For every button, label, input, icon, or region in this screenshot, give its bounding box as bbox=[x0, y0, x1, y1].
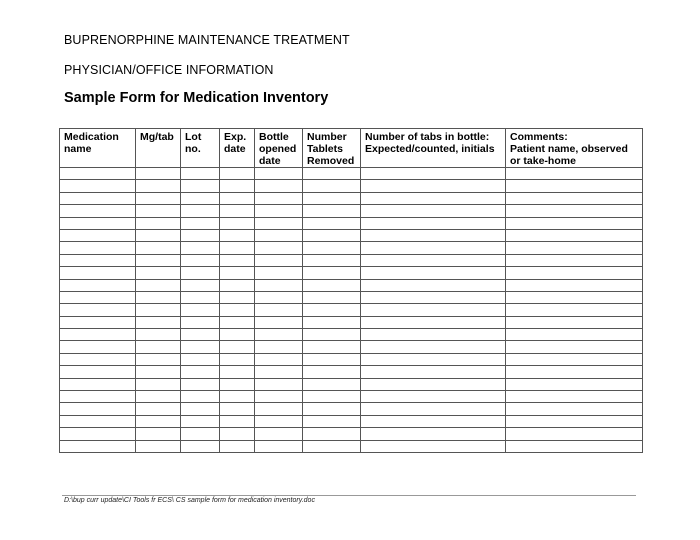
table-row bbox=[60, 192, 643, 204]
table-cell[interactable] bbox=[181, 267, 220, 279]
table-row bbox=[60, 403, 643, 415]
table-cell[interactable] bbox=[361, 403, 506, 415]
table-cell[interactable] bbox=[361, 316, 506, 328]
table-row bbox=[60, 341, 643, 353]
table-cell[interactable] bbox=[136, 267, 181, 279]
table-cell[interactable] bbox=[181, 291, 220, 303]
table-cell[interactable] bbox=[136, 242, 181, 254]
table-cell[interactable] bbox=[303, 180, 361, 192]
table-cell[interactable] bbox=[361, 192, 506, 204]
table-row bbox=[60, 180, 643, 192]
table-cell[interactable] bbox=[361, 378, 506, 390]
table-cell[interactable] bbox=[506, 267, 643, 279]
table-cell[interactable] bbox=[136, 353, 181, 365]
table-cell[interactable] bbox=[136, 229, 181, 241]
table-cell[interactable] bbox=[60, 366, 136, 378]
table-cell[interactable] bbox=[181, 205, 220, 217]
col-header-mg-tab: Mg/tab bbox=[136, 129, 181, 168]
table-cell[interactable] bbox=[255, 391, 303, 403]
table-cell[interactable] bbox=[60, 242, 136, 254]
table-cell[interactable] bbox=[303, 378, 361, 390]
table-row bbox=[60, 391, 643, 403]
table-row bbox=[60, 168, 643, 180]
table-cell[interactable] bbox=[506, 403, 643, 415]
table-row bbox=[60, 353, 643, 365]
table-cell[interactable] bbox=[220, 341, 255, 353]
table-cell[interactable] bbox=[255, 192, 303, 204]
table-cell[interactable] bbox=[255, 168, 303, 180]
table-cell[interactable] bbox=[303, 428, 361, 440]
table-cell[interactable] bbox=[303, 341, 361, 353]
table-cell[interactable] bbox=[255, 428, 303, 440]
table-cell[interactable] bbox=[361, 168, 506, 180]
table-cell[interactable] bbox=[255, 180, 303, 192]
table-cell[interactable] bbox=[506, 229, 643, 241]
table-cell[interactable] bbox=[60, 217, 136, 229]
table-cell[interactable] bbox=[136, 415, 181, 427]
col-header-tabs-in-bottle: Number of tabs in bottle: Expected/counted, initials bbox=[361, 129, 506, 168]
col-header-lot-no: Lot no. bbox=[181, 129, 220, 168]
table-cell[interactable] bbox=[255, 316, 303, 328]
table-cell[interactable] bbox=[220, 329, 255, 341]
table-cell[interactable] bbox=[506, 329, 643, 341]
table-cell[interactable] bbox=[220, 304, 255, 316]
table-cell[interactable] bbox=[361, 329, 506, 341]
table-cell[interactable] bbox=[255, 440, 303, 452]
table-cell[interactable] bbox=[303, 391, 361, 403]
table-cell[interactable] bbox=[303, 291, 361, 303]
table-cell[interactable] bbox=[303, 205, 361, 217]
table-cell[interactable] bbox=[220, 391, 255, 403]
table-cell[interactable] bbox=[506, 205, 643, 217]
table-cell[interactable] bbox=[60, 316, 136, 328]
table-row bbox=[60, 440, 643, 452]
table-cell[interactable] bbox=[60, 378, 136, 390]
table-cell[interactable] bbox=[506, 428, 643, 440]
table-cell[interactable] bbox=[506, 415, 643, 427]
table-cell[interactable] bbox=[303, 316, 361, 328]
table-cell[interactable] bbox=[136, 403, 181, 415]
table-row bbox=[60, 242, 643, 254]
table-cell[interactable] bbox=[136, 291, 181, 303]
table-cell[interactable] bbox=[181, 242, 220, 254]
table-cell[interactable] bbox=[506, 279, 643, 291]
table-cell[interactable] bbox=[60, 341, 136, 353]
table-row bbox=[60, 316, 643, 328]
col-header-tablets-removed: Number Tablets Removed bbox=[303, 129, 361, 168]
table-cell[interactable] bbox=[181, 353, 220, 365]
table-cell[interactable] bbox=[60, 180, 136, 192]
table-cell[interactable] bbox=[220, 180, 255, 192]
table-cell[interactable] bbox=[181, 217, 220, 229]
table-cell[interactable] bbox=[303, 229, 361, 241]
table-cell[interactable] bbox=[303, 254, 361, 266]
table-cell[interactable] bbox=[255, 229, 303, 241]
table-cell[interactable] bbox=[303, 267, 361, 279]
footer-file-path: D:\bup curr update\CI Tools fr ECS\ CS sample form for medication inventory.doc bbox=[64, 497, 315, 504]
table-cell[interactable] bbox=[506, 378, 643, 390]
table-cell[interactable] bbox=[255, 242, 303, 254]
table-cell[interactable] bbox=[220, 316, 255, 328]
table-cell[interactable] bbox=[220, 428, 255, 440]
table-cell[interactable] bbox=[181, 378, 220, 390]
table-row bbox=[60, 254, 643, 266]
table-cell[interactable] bbox=[181, 366, 220, 378]
table-cell[interactable] bbox=[255, 403, 303, 415]
table-cell[interactable] bbox=[220, 403, 255, 415]
table-row bbox=[60, 378, 643, 390]
table-cell[interactable] bbox=[255, 205, 303, 217]
table-cell[interactable] bbox=[361, 291, 506, 303]
table-cell[interactable] bbox=[136, 428, 181, 440]
table-cell[interactable] bbox=[181, 180, 220, 192]
table-cell[interactable] bbox=[181, 329, 220, 341]
table-cell[interactable] bbox=[60, 279, 136, 291]
table-cell[interactable] bbox=[181, 440, 220, 452]
table-cell[interactable] bbox=[220, 366, 255, 378]
table-cell[interactable] bbox=[60, 415, 136, 427]
table-cell[interactable] bbox=[60, 353, 136, 365]
table-cell[interactable] bbox=[361, 217, 506, 229]
table-row bbox=[60, 267, 643, 279]
table-cell[interactable] bbox=[255, 415, 303, 427]
table-cell[interactable] bbox=[361, 242, 506, 254]
table-cell[interactable] bbox=[220, 205, 255, 217]
table-cell[interactable] bbox=[181, 341, 220, 353]
table-cell[interactable] bbox=[506, 242, 643, 254]
table-cell[interactable] bbox=[506, 440, 643, 452]
table-cell[interactable] bbox=[136, 304, 181, 316]
table-cell[interactable] bbox=[303, 304, 361, 316]
table-header-row bbox=[60, 129, 643, 168]
table-cell[interactable] bbox=[220, 378, 255, 390]
table-cell[interactable] bbox=[506, 291, 643, 303]
table-cell[interactable] bbox=[255, 378, 303, 390]
table-cell[interactable] bbox=[506, 341, 643, 353]
col-header-comments: Comments: Patient name, observed or take-home bbox=[506, 129, 643, 168]
table-cell[interactable] bbox=[60, 168, 136, 180]
table-cell[interactable] bbox=[220, 217, 255, 229]
table-cell[interactable] bbox=[60, 391, 136, 403]
table-cell[interactable] bbox=[136, 180, 181, 192]
table-cell[interactable] bbox=[181, 279, 220, 291]
table-cell[interactable] bbox=[361, 415, 506, 427]
table-cell[interactable] bbox=[506, 192, 643, 204]
inventory-table-body bbox=[60, 168, 643, 453]
table-cell[interactable] bbox=[136, 329, 181, 341]
table-cell[interactable] bbox=[361, 391, 506, 403]
table-cell[interactable] bbox=[361, 205, 506, 217]
table-cell[interactable] bbox=[181, 254, 220, 266]
table-row bbox=[60, 205, 643, 217]
table-cell[interactable] bbox=[60, 254, 136, 266]
table-row bbox=[60, 291, 643, 303]
table-cell[interactable] bbox=[136, 217, 181, 229]
table-cell[interactable] bbox=[506, 304, 643, 316]
table-row bbox=[60, 229, 643, 241]
table-cell[interactable] bbox=[181, 192, 220, 204]
col-header-bottle-opened-date: Bottle opened date bbox=[255, 129, 303, 168]
table-cell[interactable] bbox=[361, 279, 506, 291]
table-row bbox=[60, 428, 643, 440]
table-cell[interactable] bbox=[255, 254, 303, 266]
table-cell[interactable] bbox=[255, 341, 303, 353]
table-cell[interactable] bbox=[136, 254, 181, 266]
table-cell[interactable] bbox=[220, 242, 255, 254]
table-row bbox=[60, 366, 643, 378]
table-cell[interactable] bbox=[303, 217, 361, 229]
table-cell[interactable] bbox=[60, 192, 136, 204]
table-cell[interactable] bbox=[361, 180, 506, 192]
table-cell[interactable] bbox=[181, 403, 220, 415]
table-cell[interactable] bbox=[136, 341, 181, 353]
table-row bbox=[60, 217, 643, 229]
table-cell[interactable] bbox=[303, 366, 361, 378]
table-cell[interactable] bbox=[60, 229, 136, 241]
table-cell[interactable] bbox=[220, 279, 255, 291]
table-cell[interactable] bbox=[255, 291, 303, 303]
table-row bbox=[60, 279, 643, 291]
table-cell[interactable] bbox=[255, 279, 303, 291]
table-cell[interactable] bbox=[60, 403, 136, 415]
table-cell[interactable] bbox=[506, 366, 643, 378]
table-cell[interactable] bbox=[136, 378, 181, 390]
form-title: Sample Form for Medication Inventory bbox=[64, 90, 329, 106]
table-cell[interactable] bbox=[255, 366, 303, 378]
table-row bbox=[60, 329, 643, 341]
table-cell[interactable] bbox=[60, 267, 136, 279]
table-cell[interactable] bbox=[60, 205, 136, 217]
table-cell[interactable] bbox=[181, 415, 220, 427]
inventory-table bbox=[59, 128, 643, 453]
table-cell[interactable] bbox=[220, 291, 255, 303]
table-cell[interactable] bbox=[136, 205, 181, 217]
table-cell[interactable] bbox=[255, 267, 303, 279]
table-cell[interactable] bbox=[60, 304, 136, 316]
table-cell[interactable] bbox=[136, 168, 181, 180]
table-cell[interactable] bbox=[361, 341, 506, 353]
table-cell[interactable] bbox=[255, 304, 303, 316]
table-cell[interactable] bbox=[303, 403, 361, 415]
header-program-title: BUPRENORPHINE MAINTENANCE TREATMENT bbox=[64, 33, 350, 47]
table-cell[interactable] bbox=[136, 366, 181, 378]
table-row bbox=[60, 415, 643, 427]
table-cell[interactable] bbox=[361, 304, 506, 316]
table-cell[interactable] bbox=[136, 192, 181, 204]
table-cell[interactable] bbox=[506, 391, 643, 403]
table-cell[interactable] bbox=[60, 329, 136, 341]
table-cell[interactable] bbox=[136, 316, 181, 328]
table-cell[interactable] bbox=[361, 440, 506, 452]
table-cell[interactable] bbox=[506, 316, 643, 328]
table-cell[interactable] bbox=[303, 279, 361, 291]
footer-divider bbox=[62, 495, 636, 496]
table-cell[interactable] bbox=[220, 192, 255, 204]
table-cell[interactable] bbox=[303, 415, 361, 427]
col-header-exp-date: Exp. date bbox=[220, 129, 255, 168]
table-cell[interactable] bbox=[181, 428, 220, 440]
table-cell[interactable] bbox=[506, 168, 643, 180]
table-cell[interactable] bbox=[181, 391, 220, 403]
table-cell[interactable] bbox=[220, 254, 255, 266]
table-cell[interactable] bbox=[303, 192, 361, 204]
table-cell[interactable] bbox=[60, 440, 136, 452]
header-section-title: PHYSICIAN/OFFICE INFORMATION bbox=[64, 63, 274, 77]
table-cell[interactable] bbox=[506, 217, 643, 229]
table-cell[interactable] bbox=[361, 229, 506, 241]
table-cell[interactable] bbox=[220, 267, 255, 279]
table-cell[interactable] bbox=[255, 329, 303, 341]
table-cell[interactable] bbox=[136, 391, 181, 403]
table-cell[interactable] bbox=[181, 316, 220, 328]
table-cell[interactable] bbox=[220, 229, 255, 241]
table-cell[interactable] bbox=[303, 242, 361, 254]
table-cell[interactable] bbox=[361, 366, 506, 378]
table-cell[interactable] bbox=[506, 254, 643, 266]
table-cell[interactable] bbox=[506, 180, 643, 192]
table-cell[interactable] bbox=[60, 428, 136, 440]
table-cell[interactable] bbox=[136, 279, 181, 291]
col-header-medication-name: Medication name bbox=[60, 129, 136, 168]
table-cell[interactable] bbox=[361, 267, 506, 279]
table-cell[interactable] bbox=[255, 217, 303, 229]
table-cell[interactable] bbox=[181, 229, 220, 241]
table-cell[interactable] bbox=[361, 353, 506, 365]
table-cell[interactable] bbox=[303, 329, 361, 341]
table-cell[interactable] bbox=[60, 291, 136, 303]
table-cell[interactable] bbox=[220, 353, 255, 365]
table-cell[interactable] bbox=[220, 168, 255, 180]
table-cell[interactable] bbox=[136, 440, 181, 452]
table-cell[interactable] bbox=[181, 304, 220, 316]
table-cell[interactable] bbox=[361, 254, 506, 266]
table-cell[interactable] bbox=[506, 353, 643, 365]
table-cell[interactable] bbox=[303, 440, 361, 452]
table-cell[interactable] bbox=[220, 440, 255, 452]
table-cell[interactable] bbox=[220, 415, 255, 427]
table-cell[interactable] bbox=[255, 353, 303, 365]
table-cell[interactable] bbox=[303, 353, 361, 365]
table-cell[interactable] bbox=[361, 428, 506, 440]
table-cell[interactable] bbox=[181, 168, 220, 180]
table-cell[interactable] bbox=[303, 168, 361, 180]
table-row bbox=[60, 304, 643, 316]
